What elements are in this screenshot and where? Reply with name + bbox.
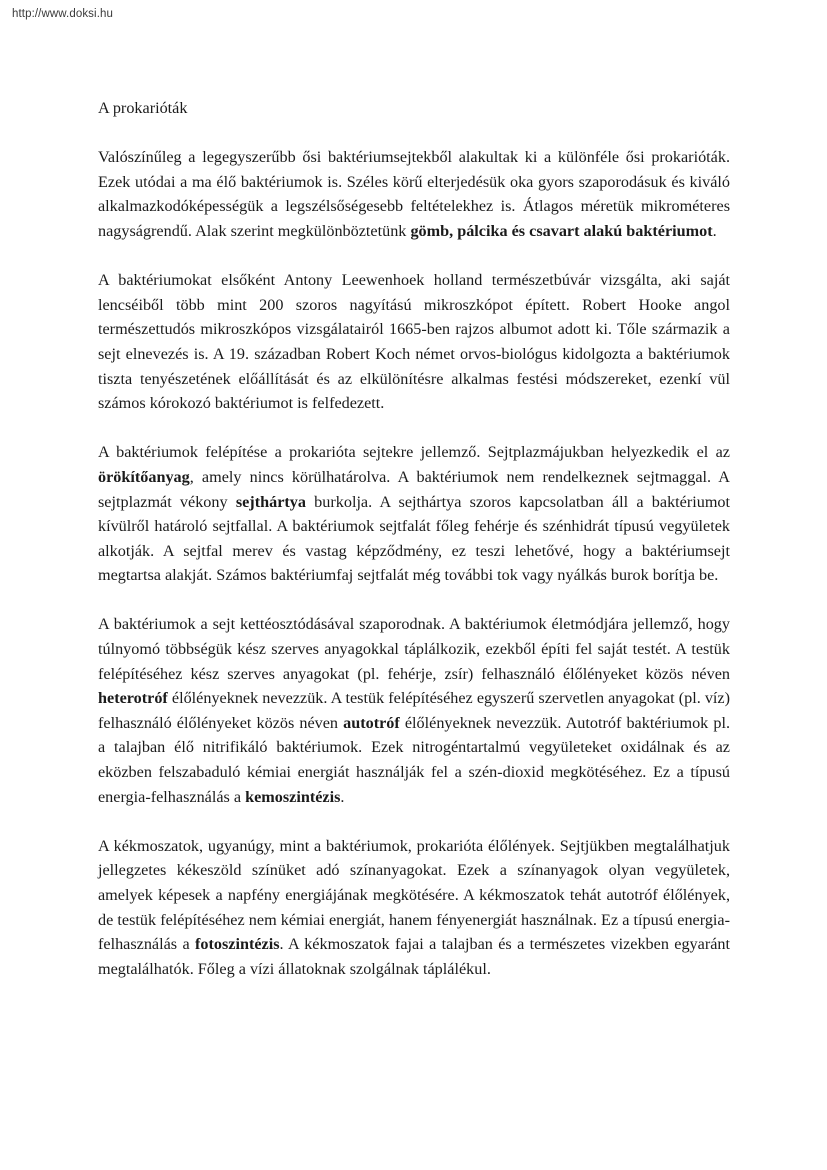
body-text: A baktériumokat elsőként Antony Leewenhoek holland természetbúvár vizsgálta, aki saját lencséiből több mint 200 szoros nagyítású mikroszkópot épített. Robert Hooke angol természettudós mikroszkópos vizsgálatairól 1665-ben rajzos albumot adott ki. Tőle származik a sejt elnevezés is. A 19. században Robert Koch német orvos-biológus kidolgozta a baktériumok tiszta tenyészetének előállítását és az elkülönítésre alkalmas festési módszereket, ezenkí vül számos kórokozó baktériumot is felfedezett. xyxy=(98,271,730,413)
body-text: . xyxy=(340,787,345,806)
paragraph-origins xyxy=(98,145,730,243)
body-text: burkolja. A sejthártya szoros kapcsolatban áll a baktériumot kívülről határoló sejtfallal. A baktériumok sejtfalát főleg fehérje és szénhidrát típusú vegyületek alkotják. A sejtfal merev és vastag képződmény, ez teszi lehetővé, hogy a baktériumsejt megtartsa alakját. Számos baktériumfaj sejtfalát még további tok vagy nyálkás burok borítja be. xyxy=(98,492,731,585)
body-text: , amely nincs körülhatárolva. A baktériumok nem rendelkeznek sejtmaggal. A sejtplazmát vékony xyxy=(98,467,730,511)
emphasized-term: kemoszintézis xyxy=(245,787,341,806)
body-text: A baktériumok felépítése a prokarióta sejtekre jellemző. Sejtplazmájukban helyezkedik el az xyxy=(98,443,730,462)
emphasized-term: fotoszintézis xyxy=(195,935,280,954)
body-text: A kékmoszatok, ugyanúgy, mint a baktériumok, prokarióta élőlények. Sejtjükben megtalálhatjuk jellegzetes kékeszöld színüket adó színanyagokat. Ezek a színanyagok olyan vegyületek, amelyek képesek a napfény energiájának megkötésére. A kékmoszatok tehát autotróf élőlények, de testük felépítéséhez nem kémiai energiát, hanem fényenergiát használnak. Ez a típusú energia-felhasználás a xyxy=(98,836,730,954)
paragraph-cyanobacteria xyxy=(98,834,730,982)
body-text: A baktériumok a sejt kettéosztódásával szaporodnak. A baktériumok életmódjára jellemző, hogy túlnyomó többségük kész szerves anyagokkal táplálkozik, ezekből építi fel saját testét. A testük felépítéséhez kész szerves anyagokat (pl. fehérje, zsír) felhasználó élőlényeket közös néven xyxy=(98,615,730,683)
page-title: A prokarióták xyxy=(98,99,188,117)
body-text: . A kékmoszatok fajai a talajban és a természetes vizekben egyaránt megtalálhatók. Főleg a vízi állatoknak szolgálnak táplálékul. xyxy=(98,935,731,978)
emphasized-term: sejthártya xyxy=(235,492,306,511)
body-text: élőlényeknek nevezzük. A testük felépítéséhez egyszerű szervetlen anyagokat (pl. víz) felhasználó élőlényeket közös néven xyxy=(98,689,730,732)
body-text: . xyxy=(712,221,717,240)
emphasized-term: örökítőanyag xyxy=(98,467,190,486)
emphasized-term: gömb, pálcika és csavart alakú baktériumot xyxy=(410,221,713,240)
paragraph-metabolism xyxy=(98,612,730,809)
emphasized-term: autotróf xyxy=(343,713,400,732)
paragraph-history xyxy=(98,268,730,416)
source-url-header: http://www.doksi.hu xyxy=(12,8,113,20)
paragraph-structure xyxy=(98,440,730,588)
document-body xyxy=(98,96,730,981)
emphasized-term: heterotróf xyxy=(98,689,168,708)
paragraph-list xyxy=(98,145,730,981)
body-text: Valószínűleg a legegyszerűbb ősi baktériumsejtekből alakultak ki a különféle ősi prokarióták. Ezek utódai a ma élő baktériumok is. Széles körű elterjedésük oka gyors szaporodásuk és kiváló alkalmazkodóképességük a legszélsőségesebb feltételekhez is. Átlagos méretük mikrométeres nagyságrendű. Alak szerint megkülönböztetünk xyxy=(98,148,730,240)
body-text: élőlényeknek nevezzük. Autotróf baktériumok pl. a talajban élő nitrifikáló baktériumok. Ezek nitrogéntartalmú vegyületeket oxidálnak és az eközben felszabaduló kémiai energiát használják fel a szén-dioxid megkötéséhez. Ez a típusú energia-felhasználás a xyxy=(98,713,731,806)
